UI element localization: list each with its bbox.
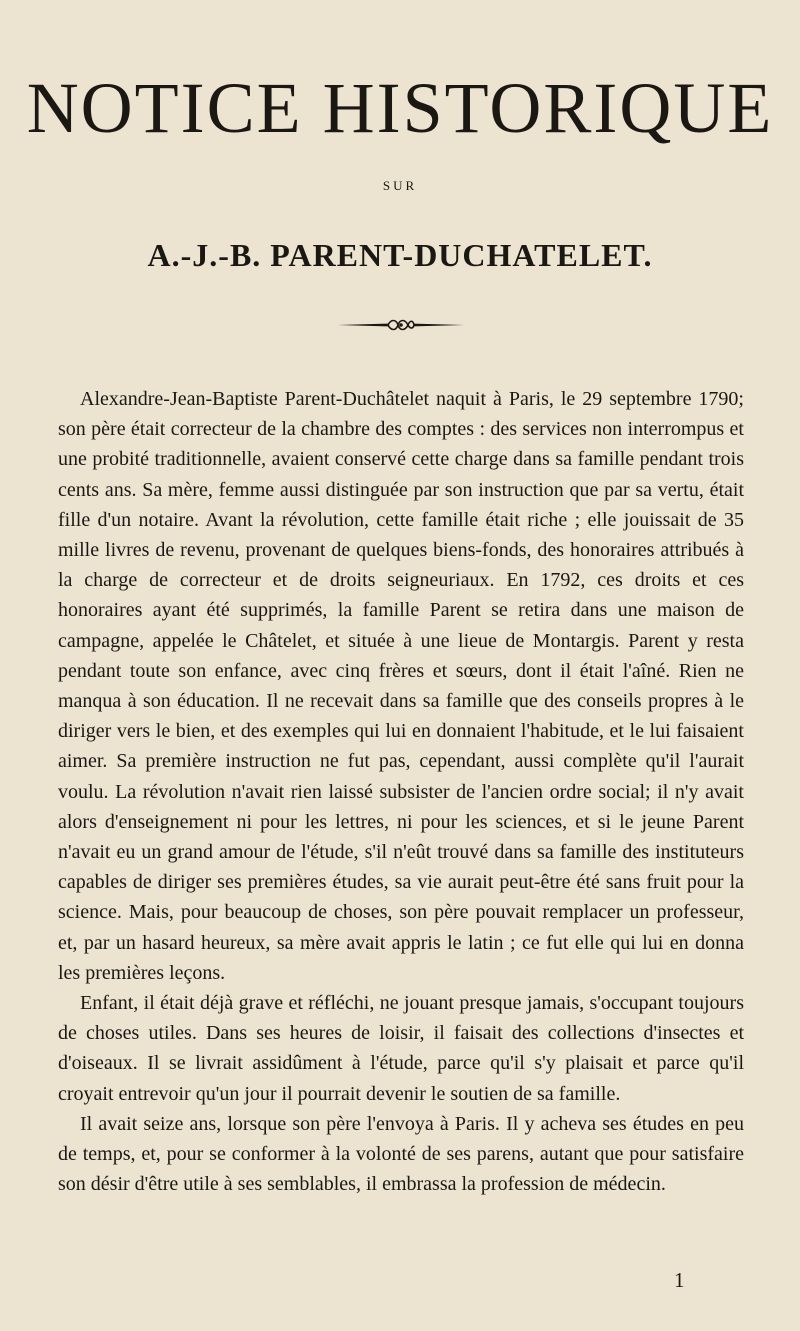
title-preposition: SUR	[382, 178, 418, 193]
notice-body	[58, 384, 744, 1199]
subject-name: A.-J.-B. PARENT-DUCHATELET.	[147, 237, 653, 273]
page-title: NOTICE HISTORIQUE	[26, 68, 774, 148]
paragraph: Alexandre-Jean-Baptiste Parent-Duchâtelet naquit à Paris, le 29 septembre 1790; son père était correcteur de la chambre des comptes : des services non interrompus et une probité traditionnelle, avaient conservé cette charge dans sa famille pendant trois cents ans. Sa mère, femme aussi distinguée par son instruction que par sa vertu, était fille d'un notaire. Avant la révolution, cette famille était riche ; elle jouissait de 35 mille livres de revenu, provenant de quelques biens-fonds, des honoraires attribués à la charge de correcteur et de droits seigneuriaux. En 1792, ces droits et ces honoraires ayant été supprimés, la famille Parent se retira dans une maison de campagne, appelée le Châtelet, et située à une lieue de Montargis. Parent y resta pendant toute son enfance, avec cinq frères et sœurs, dont il était l'aîné. Rien ne manqua à son éducation. Il ne recevait dans sa famille que des conseils propres à le diriger vers le bien, et des exemples qui lui en donnaient l'habitude, et le lui faisaient aimer. Sa première instruction ne fut pas, cependant, aussi complète qu'il l'aurait voulu. La révolution n'avait rien laissé subsister de l'ancien ordre social; il n'y avait alors d'enseignement ni pour les lettres, ni pour les sciences, et si le jeune Parent n'avait eu un grand amour de l'étude, s'il n'eût trouvé dans sa famille des instituteurs capables de diriger ses premières études, sa vie aurait peut-être été sans fruit pour la science. Mais, pour beaucoup de choses, son père pouvait remplacer un professeur, et, par un hasard heureux, sa mère avait appris le latin ; ce fut elle qui lui en donna les premières leçons.	[58, 388, 744, 984]
paragraph: Il avait seize ans, lorsque son père l'envoya à Paris. Il y acheva ses études en peu de temps, et, pour se conformer à la volonté de ses parens, autant que pour satisfaire son désir d'être utile à ses semblables, il embrassa la profession de médecin.	[58, 1112, 744, 1196]
page-number: 1	[674, 1268, 685, 1292]
fleuron-rule-icon	[336, 316, 466, 334]
paragraph: Enfant, il était déjà grave et réfléchi, ne jouant presque jamais, s'occupant toujours de choses utiles. Dans ses heures de loisir, il faisait des collections d'insectes et d'oiseaux. Il se livrait assidûment à l'étude, parce qu'il s'y plaisait et parce qu'il croyait entrevoir qu'un jour il pourrait devenir le soutien de sa famille.	[58, 992, 744, 1105]
